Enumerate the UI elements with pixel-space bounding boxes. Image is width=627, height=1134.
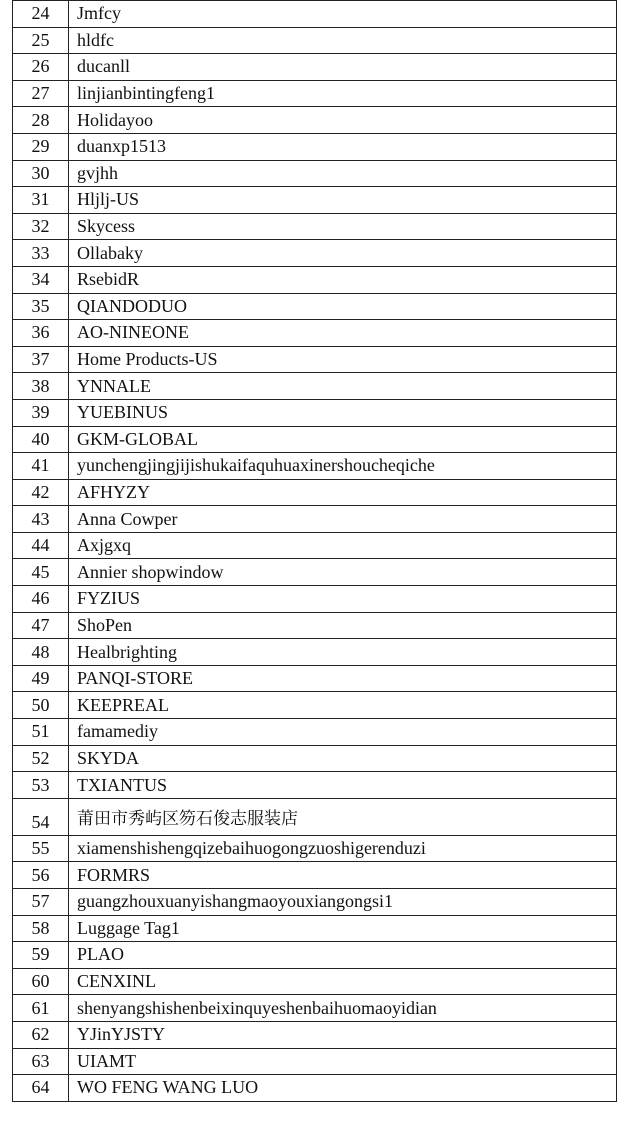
store-name: Hljlj-US [69, 187, 617, 214]
row-number: 62 [13, 1021, 69, 1048]
store-name: CENXINL [69, 968, 617, 995]
store-name: hldfc [69, 27, 617, 54]
store-name: Axjgxq [69, 532, 617, 559]
table-row [13, 506, 617, 533]
store-name: guangzhouxuanyishangmaoyouxiangongsi1 [69, 889, 617, 916]
row-number: 53 [13, 772, 69, 799]
row-number: 64 [13, 1075, 69, 1102]
store-name: PLAO [69, 942, 617, 969]
row-number: 48 [13, 639, 69, 666]
store-name: famamediy [69, 719, 617, 746]
table-row [13, 479, 617, 506]
table-row [13, 995, 617, 1022]
row-number: 44 [13, 532, 69, 559]
table-row [13, 54, 617, 81]
store-name: Skycess [69, 213, 617, 240]
table-row [13, 772, 617, 799]
store-name: 莆田市秀屿区笏石俊志服装店 [69, 798, 617, 835]
table-row [13, 373, 617, 400]
store-name: Luggage Tag1 [69, 915, 617, 942]
table-row [13, 968, 617, 995]
store-name: Healbrighting [69, 639, 617, 666]
store-name: Annier shopwindow [69, 559, 617, 586]
store-name: YUEBINUS [69, 399, 617, 426]
table-row [13, 80, 617, 107]
table-row [13, 1048, 617, 1075]
table-row [13, 27, 617, 54]
store-list-body [13, 1, 617, 1102]
table-row [13, 532, 617, 559]
store-name: KEEPREAL [69, 692, 617, 719]
store-name: TXIANTUS [69, 772, 617, 799]
row-number: 47 [13, 612, 69, 639]
store-name: Jmfcy [69, 1, 617, 28]
store-name: UIAMT [69, 1048, 617, 1075]
store-name: Anna Cowper [69, 506, 617, 533]
store-name: FORMRS [69, 862, 617, 889]
row-number: 50 [13, 692, 69, 719]
table-row [13, 915, 617, 942]
store-name: ShoPen [69, 612, 617, 639]
table-row [13, 240, 617, 267]
row-number: 35 [13, 293, 69, 320]
store-name: Ollabaky [69, 240, 617, 267]
table-row [13, 107, 617, 134]
table-row [13, 798, 617, 835]
table-row [13, 745, 617, 772]
table-row [13, 346, 617, 373]
table-row [13, 213, 617, 240]
row-number: 45 [13, 559, 69, 586]
table-row [13, 1, 617, 28]
table-row [13, 665, 617, 692]
row-number: 43 [13, 506, 69, 533]
row-number: 31 [13, 187, 69, 214]
row-number: 59 [13, 942, 69, 969]
table-row [13, 293, 617, 320]
table-row [13, 160, 617, 187]
store-name: AO-NINEONE [69, 320, 617, 347]
row-number: 38 [13, 373, 69, 400]
row-number: 24 [13, 1, 69, 28]
table-row [13, 719, 617, 746]
store-name: QIANDODUO [69, 293, 617, 320]
row-number: 58 [13, 915, 69, 942]
table-row [13, 1075, 617, 1102]
store-name: gvjhh [69, 160, 617, 187]
row-number: 29 [13, 133, 69, 160]
row-number: 46 [13, 586, 69, 613]
row-number: 40 [13, 426, 69, 453]
store-name: linjianbintingfeng1 [69, 80, 617, 107]
table-row [13, 639, 617, 666]
table-row [13, 426, 617, 453]
row-number: 39 [13, 399, 69, 426]
row-number: 26 [13, 54, 69, 81]
row-number: 25 [13, 27, 69, 54]
store-name: Holidayoo [69, 107, 617, 134]
store-name: shenyangshishenbeixinquyeshenbaihuomaoyidian [69, 995, 617, 1022]
store-name: SKYDA [69, 745, 617, 772]
row-number: 51 [13, 719, 69, 746]
row-number: 56 [13, 862, 69, 889]
table-row [13, 559, 617, 586]
store-name: WO FENG WANG LUO [69, 1075, 617, 1102]
row-number: 34 [13, 266, 69, 293]
table-row [13, 320, 617, 347]
table-row [13, 889, 617, 916]
row-number: 52 [13, 745, 69, 772]
table-row [13, 266, 617, 293]
row-number: 57 [13, 889, 69, 916]
table-row [13, 862, 617, 889]
store-name: AFHYZY [69, 479, 617, 506]
row-number: 61 [13, 995, 69, 1022]
store-name: GKM-GLOBAL [69, 426, 617, 453]
row-number: 41 [13, 453, 69, 480]
store-name: YJinYJSTY [69, 1021, 617, 1048]
row-number: 63 [13, 1048, 69, 1075]
store-name: yunchengjingjijishukaifaquhuaxinershoucheqiche [69, 453, 617, 480]
row-number: 28 [13, 107, 69, 134]
row-number: 27 [13, 80, 69, 107]
row-number: 33 [13, 240, 69, 267]
table-row [13, 612, 617, 639]
row-number: 54 [13, 798, 69, 835]
store-name: RsebidR [69, 266, 617, 293]
store-name: YNNALE [69, 373, 617, 400]
table-row [13, 692, 617, 719]
row-number: 60 [13, 968, 69, 995]
store-name: xiamenshishengqizebaihuogongzuoshigerenduzi [69, 835, 617, 862]
row-number: 30 [13, 160, 69, 187]
table-row [13, 187, 617, 214]
table-row [13, 586, 617, 613]
store-name: PANQI-STORE [69, 665, 617, 692]
store-name: duanxp1513 [69, 133, 617, 160]
row-number: 37 [13, 346, 69, 373]
store-list-table [12, 0, 617, 1102]
row-number: 49 [13, 665, 69, 692]
store-name: ducanll [69, 54, 617, 81]
table-row [13, 399, 617, 426]
store-name: FYZIUS [69, 586, 617, 613]
row-number: 36 [13, 320, 69, 347]
table-row [13, 835, 617, 862]
row-number: 55 [13, 835, 69, 862]
table-row [13, 1021, 617, 1048]
table-row [13, 942, 617, 969]
row-number: 32 [13, 213, 69, 240]
store-name: Home Products-US [69, 346, 617, 373]
table-row [13, 133, 617, 160]
row-number: 42 [13, 479, 69, 506]
table-row [13, 453, 617, 480]
